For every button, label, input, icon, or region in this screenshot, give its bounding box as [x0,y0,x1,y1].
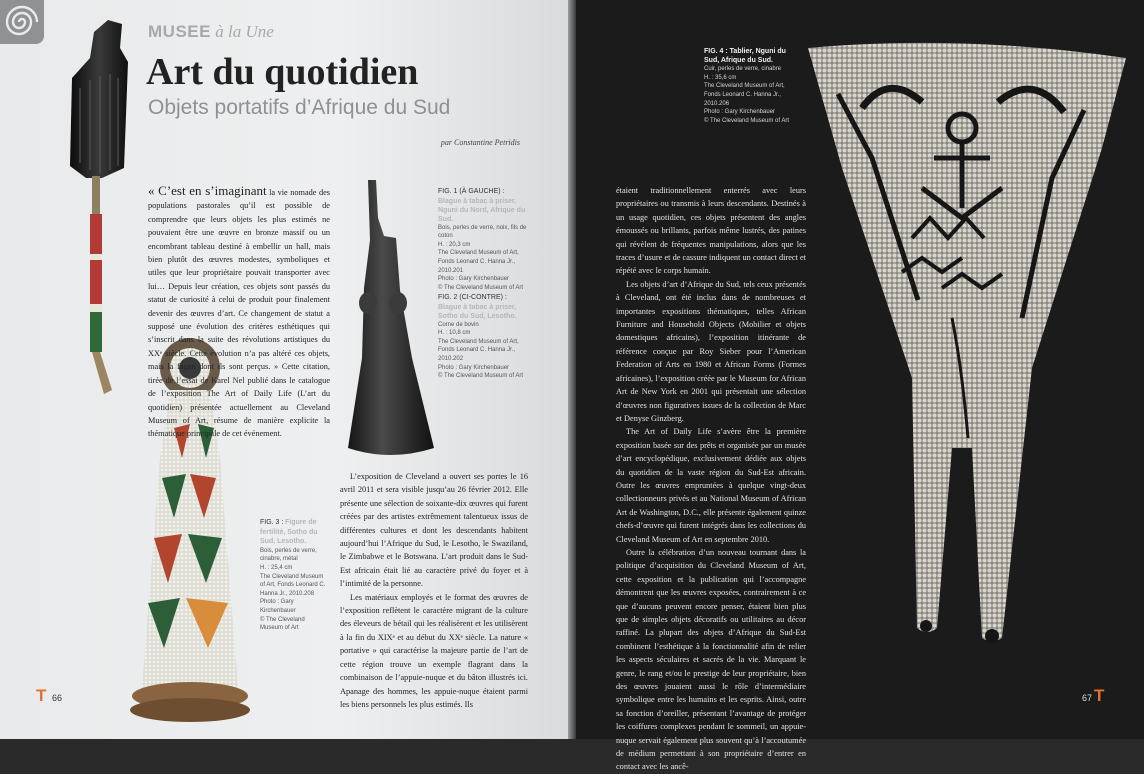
fig3-name: Figure de fertilité, Sotho du Sud, Lesotho. [260,519,318,546]
fig4-caption [704,48,800,125]
fig2-detail: H. : 10,8 cm [438,330,471,337]
fig1-name: Blague à tabac à priser, Nguni du Nord, Afrique du Sud. [438,197,526,223]
paragraph: étaient traditionnellement enterrés avec leurs propriétaires ou transmis à leurs descendants. Destinés à un usage quotidien, ces objets présentent des angles émoussés ou brillants, parfois même lustrés, des patines qui révèlent de fréquentes manipulations, alors que les traces d’usure et de cassure indiquent un contact direct et répété avec le corps humain. [616,186,806,276]
fig1-detail: Photo : Gary Kirchenbauer [438,276,510,283]
article-title: Art du quotidien [146,51,419,93]
fig2-caption [438,294,534,381]
fig1-label: FIG. 1 (À GAUCHE) : [438,188,505,195]
fig3-detail: H. : 25,4 cm [260,564,293,571]
fig2-detail: The Cleveland Museum of Art, Fonds Leonard C. Hanna Jr., 2010.202 [438,338,519,362]
fig4-detail: The Cleveland Museum of Art, Fonds Leonard C. Hanna Jr., 2010.206 [704,83,785,107]
fig3-label: FIG. 3 : [260,519,284,526]
fig4-detail: Photo : Gary Kirchenbauer [704,109,776,116]
fig2-snuff-container-image [340,178,440,460]
paragraph: L’exposition de Cleveland a ouvert ses portes le 16 avril 2011 et sera visible jusqu’au 26 février 2012. Elle présente une sélection de soixante-dix œuvres qui furent créées par des artistes extrêmement talentueux issus de différentes cultures et dont les descendants habitent aujourd’hui l’Afrique du Sud, le Lesotho, le Swaziland, le Zimbabwe et le Botswana. L’art produit dans le Sud-Est africain était lié au caractère privé du foyer et à l’intimité de la personne. [340,472,528,589]
logo-t-icon: T [1094,686,1105,705]
fig3-detail: © The Cleveland Museum of Art [260,616,305,632]
body-column-2 [340,470,528,709]
paragraph: The Art of Daily Life s’avère être la première exposition basée sur des prêts et organisée par un musée d’art encyclopédique, exclusivement dédiée aux objets du quotidien de la vaste région du Sud-Est africain. Outre les œuvres empruntées à quelque vingt-deux collectionneurs privés et au National Museum of African Art de Washington, D.C., elle présente également quinze chefs-d’œuvre qui furent intégrés dans les collections du Cleveland Museum of Art en septembre 2010. [616,427,806,544]
article-subtitle: Objets portatifs d’Afrique du Sud [148,96,451,119]
paragraph: Les matériaux employés et le format des œuvres de l’exposition reflètent le caractère migrant de la culture des éleveurs de bétail qui les réalisèrent et les utilisèrent à la fin du XIXᵉ et au début du XXᵉ siècle. La nature « portative » qui caractérise la majeure partie de l’art de cette région trouve un exemple flagrant dans la combinaison de l’appuie-nuque et du bâton illustrés ici. Apanage des hommes, les appuie-nuque étaient parmi les biens personnels les plus estimés. Ils [340,592,528,709]
right-page [576,0,1144,772]
fig1-snuff-container-image [50,18,140,398]
fig4-detail: © The Cleveland Museum of Art [704,117,790,124]
fig3-detail: Photo : Gary Kirchenbauer [260,599,296,614]
fig2-label: FIG. 2 (CI-CONTRE) : [438,294,507,301]
page-number-right: 67 [1082,693,1093,703]
fig2-detail: Photo : Gary Kirchenbauer [438,364,510,371]
paragraph: Outre la célébration d’un nouveau tournant dans la politique d’acquisition du Cleveland Museum of Art, cette exposition et la publication qui l’accompagne démontrent que les œuvres exposées, contrairement à ce que d’aucuns peuvent encore penser, étaient bien plus que de simples objets décoratifs ou utilitaires au décor raffiné. La plupart des objets d’Afrique du Sud-Est combinent l’esthétique à la fonctionnalité afin de relier les aspects séculaires et sacrés de la vie. Marquant le genre, le rang et/ou le prestige de leur propriétaire, bien des œuvres jouaient aussi le rôle d’intermédiaire symbolique entre les humains et les esprits. Ainsi, outre sa fonction d’oreiller, présentant l’avantage de protéger les coiffures complexes pendant le sommeil, un appuie-nuque servait également plus souvent qu’à l’accoutumée de médium permettant à son propriétaire d’entrer en contact avec les ancê- [616,547,806,772]
intro-paragraph [148,184,330,460]
fig2-detail: © The Cleveland Museum of Art [438,373,524,380]
left-page [0,0,568,739]
fig4-beaded-apron-image [802,38,1132,648]
spiral-logo-icon [0,0,44,44]
paragraph: Les objets d’art d’Afrique du Sud, tels ceux présentés à Cleveland, ont été inclus dans de nombreuses et importantes expositions thématiques, telles African Furniture and Household Objects (Mobilier et objets domestiques africains), l’exposition itinérante de référence conçue par Roy Sieber pour l’American Federation of Arts en 1980 et African Forms (Formes africaines), l’exposition créée par le Museum for African Art de New York en 2001 qui présentait une sélection d’œuvres non figuratives issues de la collection de Marc et Denyse Ginzberg. [616,279,806,423]
right-body-text [616,184,806,772]
fig1-detail: H. : 20,3 cm [438,241,471,248]
fig1-detail: Bois, perles de verre, noix, fils de coton [438,224,527,240]
intro-rest: la vie nomade des populations pastorales qu’il est possible de comprendre que leurs objets les plus estimés ne pouvaient être une œuvre en bronze massif ou un encombrant tableau destiné à embellir un hall, mais bien plutôt des œuvres modestes, symboliques et utiles que leur propriétaire pouvait transporter avec lui… Depuis leur création, ces objets sont passés du statut de curiosité à celui de produit pour finalement devenir des œuvres d’art. Ce changement de statut a supposé une évolution des critères esthétiques qui s’inscrit dans la suite des révolutions artistiques du XXᵉ siècle. Cette évolution n’a pas altéré ces objets, mais la façon dont ils sont perçus. » Cette citation, tirée de l’essai de Karel Nel publié dans le catalogue de l’exposition The Art of Daily Life (L’art du quotidien) présentée actuellement au Cleveland Museum of Art, résume de manière explicite la thématique principale de cet événement. [148,188,331,439]
rubric-main: MUSEE [148,22,211,41]
section-rubric [148,22,274,42]
intro-lead: « C’est en s’imaginant [148,183,267,198]
fig2-name: Blague à tabac à priser, Sotho du Sud, Lesotho. [438,303,517,320]
fig4-detail: Cuir, perles de verre, cinabre [704,66,782,73]
fig3-caption [260,518,326,633]
rubric-sub: à la Une [215,22,274,41]
fig4-detail: H. : 35,6 cm [704,74,737,81]
page-gutter [568,0,576,739]
fig3-detail: Bois, perles de verre, cinabre, métal [260,547,317,563]
logo-t-icon: T [36,686,47,705]
fig3-detail: The Cleveland Museum of Art, Fonds Leonard C. Hanna Jr., 2010.208 [260,573,326,597]
page-number-left: 66 [52,693,63,703]
fig2-detail: Corne de bovin [438,321,479,328]
fig1-caption [438,188,534,292]
fig1-detail: The Cleveland Museum of Art, Fonds Leonard C. Hanna Jr., 2010.201 [438,250,519,274]
fig1-detail: © The Cleveland Museum of Art [438,284,524,291]
fig4-label: FIG. 4 : Tablier, Nguni du Sud, Afrique du Sud. [704,48,786,64]
byline: par Constantine Petridis [440,138,520,147]
